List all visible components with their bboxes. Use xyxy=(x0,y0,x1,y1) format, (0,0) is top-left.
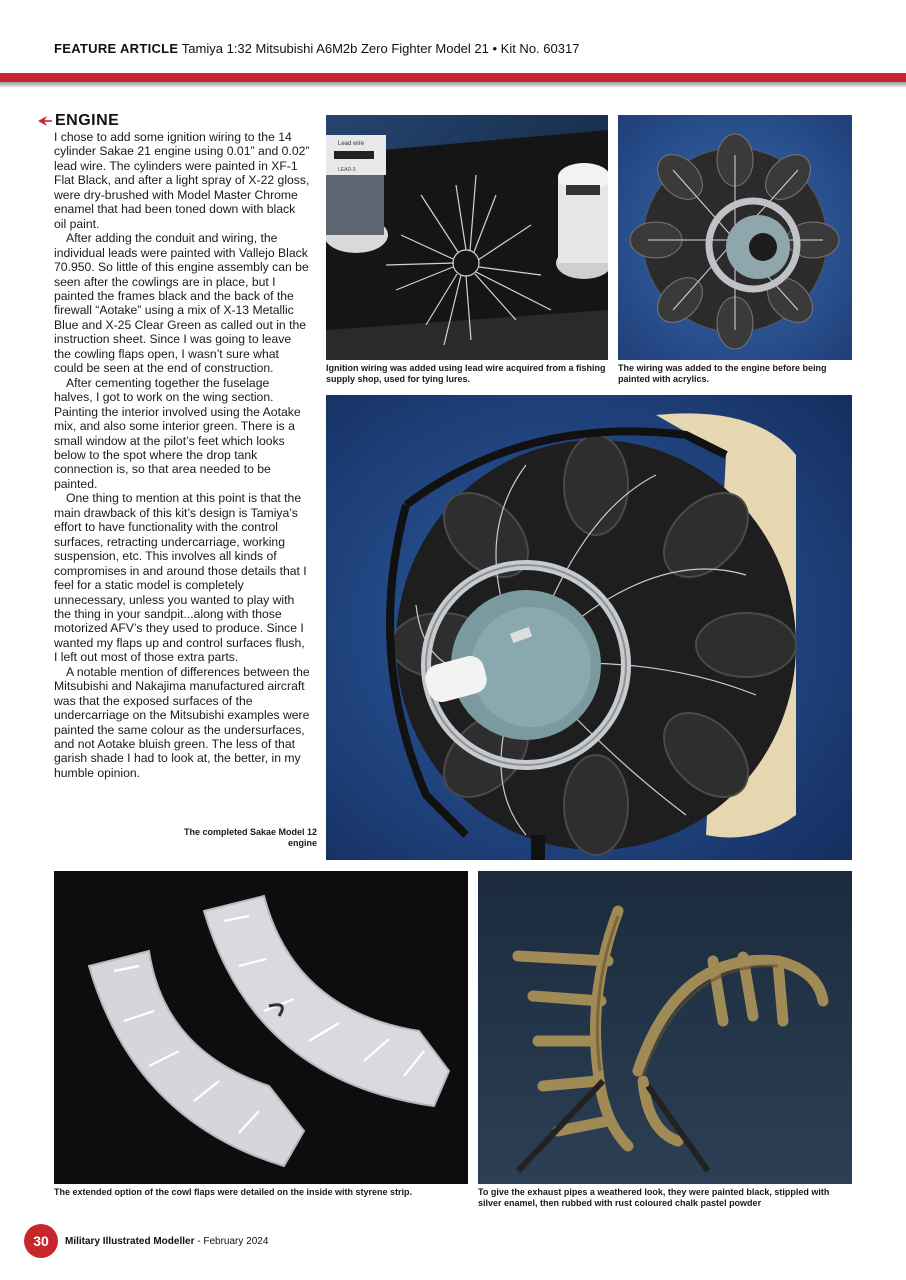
photo-wire-spools xyxy=(326,115,608,360)
page-number: 30 xyxy=(24,1224,58,1258)
caption-cowl-flaps: The extended option of the cowl flaps were detailed on the inside with styrene strip. xyxy=(54,1187,413,1197)
photo-exhaust-pipes xyxy=(478,871,852,1184)
header-grey-rule xyxy=(0,82,906,87)
issue-date: - February 2024 xyxy=(194,1236,269,1247)
article-body xyxy=(54,130,310,780)
spool-label-left: Lead wire xyxy=(338,141,365,147)
paragraph: After cementing together the fuselage halves, I got to work on the wing section. Painting the interior involved using the Aotake mix, and also some interior green. There is a small window at the pilot’s feet which looks below to the spot where the drop tank connection is, so that area needed to be painted. xyxy=(54,375,301,491)
photo-cowl-flaps xyxy=(54,871,468,1184)
header-red-rule xyxy=(0,73,906,82)
caption-wire-spools: Ignition wiring was added using lead wire acquired from a fishing supply shop, used for tying lures. xyxy=(326,363,606,384)
section-arrow-icon xyxy=(38,115,52,127)
paragraph: After adding the conduit and wiring, the individual leads were painted with Vallejo Black 70.950. So little of this engine assembly can be seen after the cowlings are in place, but I painted the frames black and the back of the firewall “Aotake” using a mix of X-13 Metallic Blue and X-25 Clear Green as called out in the instruction sheet. Since I was going to leave the cowling flaps open, I wasn’t sure what could be seen at the end of construction. xyxy=(54,231,309,376)
spool-code-left: LEAD-3 xyxy=(338,167,356,173)
caption-completed-engine: The completed Sakae Model 12 engine xyxy=(183,827,317,848)
section-heading xyxy=(38,112,119,130)
header-kicker: FEATURE ARTICLE xyxy=(54,41,179,56)
section-title: ENGINE xyxy=(55,112,120,129)
photo-completed-engine xyxy=(326,395,852,860)
paragraph: One thing to mention at this point is that the main drawback of this kit’s design is Tamiya’s effort to have functionality with the control surfaces, retracting undercarriage, working suspension, etc. This involves all kinds of compromises in and around those details that I feel for a static model is completely unnecessary, unless you wanted to play with the thing in your sandpit...along with those motorized AFV’s they used to produce. Since I wanted my flaps up and control surfaces flush, I left out most of those extra parts. xyxy=(54,491,307,665)
header-title: Tamiya 1:32 Mitsubishi A6M2b Zero Fighter Model 21 • Kit No. 60317 xyxy=(181,41,580,56)
running-header xyxy=(54,41,579,56)
photo-wired-engine xyxy=(618,115,852,360)
caption-exhaust-pipes: To give the exhaust pipes a weathered look, they were painted black, stippled with silver enamel, then rubbed with rust coloured chalk pastel powder xyxy=(478,1187,830,1208)
paragraph: A notable mention of differences between the Mitsubishi and Nakajima manufactured aircraft was that the exposed surfaces of the undercarriage on the Mitsubishi examples were painted the same colour as the undersurfaces, and not Aotake bluish green. The less of that garish shade I had to look at, the better, in my humble opinion. xyxy=(54,664,310,780)
magazine-name: Military Illustrated Modeller xyxy=(65,1236,195,1247)
paragraph: I chose to add some ignition wiring to the 14 cylinder Sakae 21 engine using 0.01” and 0.02” lead wire. The cylinders were painted in XF-1 Flat Black, and after a light spray of X-22 gloss, were dry-brushed with Model Master Chrome enamel that had been toned down with black oil paint. xyxy=(54,130,310,231)
footer-credit xyxy=(65,1236,268,1247)
caption-wired-engine: The wiring was added to the engine before being painted with acrylics. xyxy=(618,363,827,384)
